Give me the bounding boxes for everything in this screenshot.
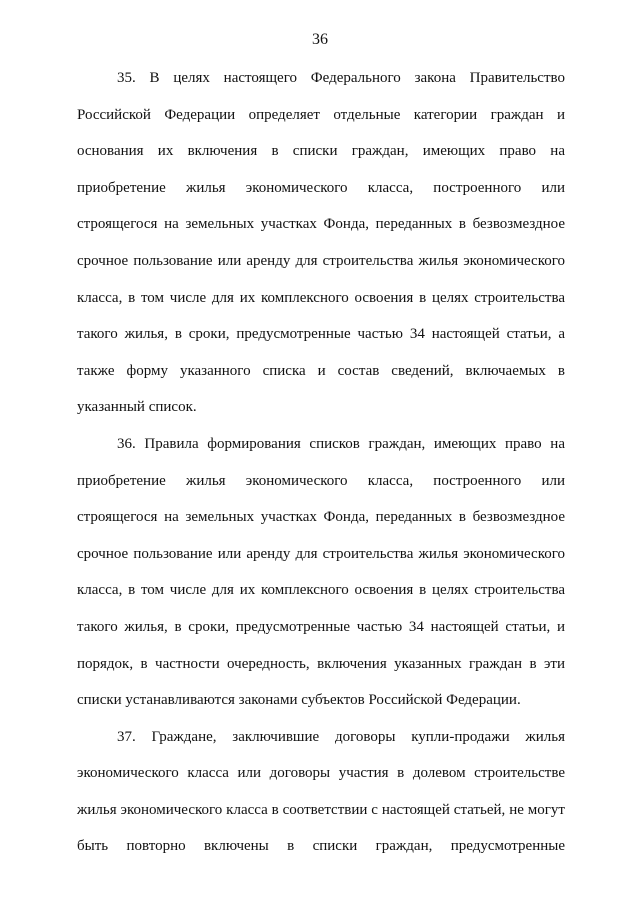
paragraph-36: 36. Правила формирования списков граждан, имеющих право на приобретение жилья экономического класса, построенного или строящегося на земельных участках Фонда, переданных в безвозмездное срочное пользование или аренду для строительства жилья экономического класса, в том числе для их комплексного освоения в целях строительства такого жилья, в сроки, предусмотренные частью 34 настоящей статьи, и порядок, в частности очередность, включения указанных граждан в эти списки устанавливаются законами субъектов Российской Федерации. xyxy=(77,435,565,709)
paragraph-37: 37. Граждане, заключившие договоры купли-продажи жилья экономического класса или договоры участия в долевом строительстве жилья экономического класса в соответствии с настоящей статьей, не могут быть повторно включены в списки граждан, предусмотренные xyxy=(77,728,565,855)
page-number: 36 xyxy=(312,31,328,48)
paragraph-35: 35. В целях настоящего Федерального закона Правительство Российской Федерации определяет отдельные категории граждан и основания их включения в списки граждан, имеющих право на приобретение жилья экономического класса, построенного или строящегося на земельных участках Фонда, переданных в безвозмездное срочное пользование или аренду для строительства жилья экономического класса, в том числе для их комплексного освоения в целях строительства такого жилья, в сроки, предусмотренные частью 34 настоящей статьи, а также форму указанного списка и состав сведений, включаемых в указанный список. xyxy=(77,70,565,416)
document-body xyxy=(77,60,565,865)
